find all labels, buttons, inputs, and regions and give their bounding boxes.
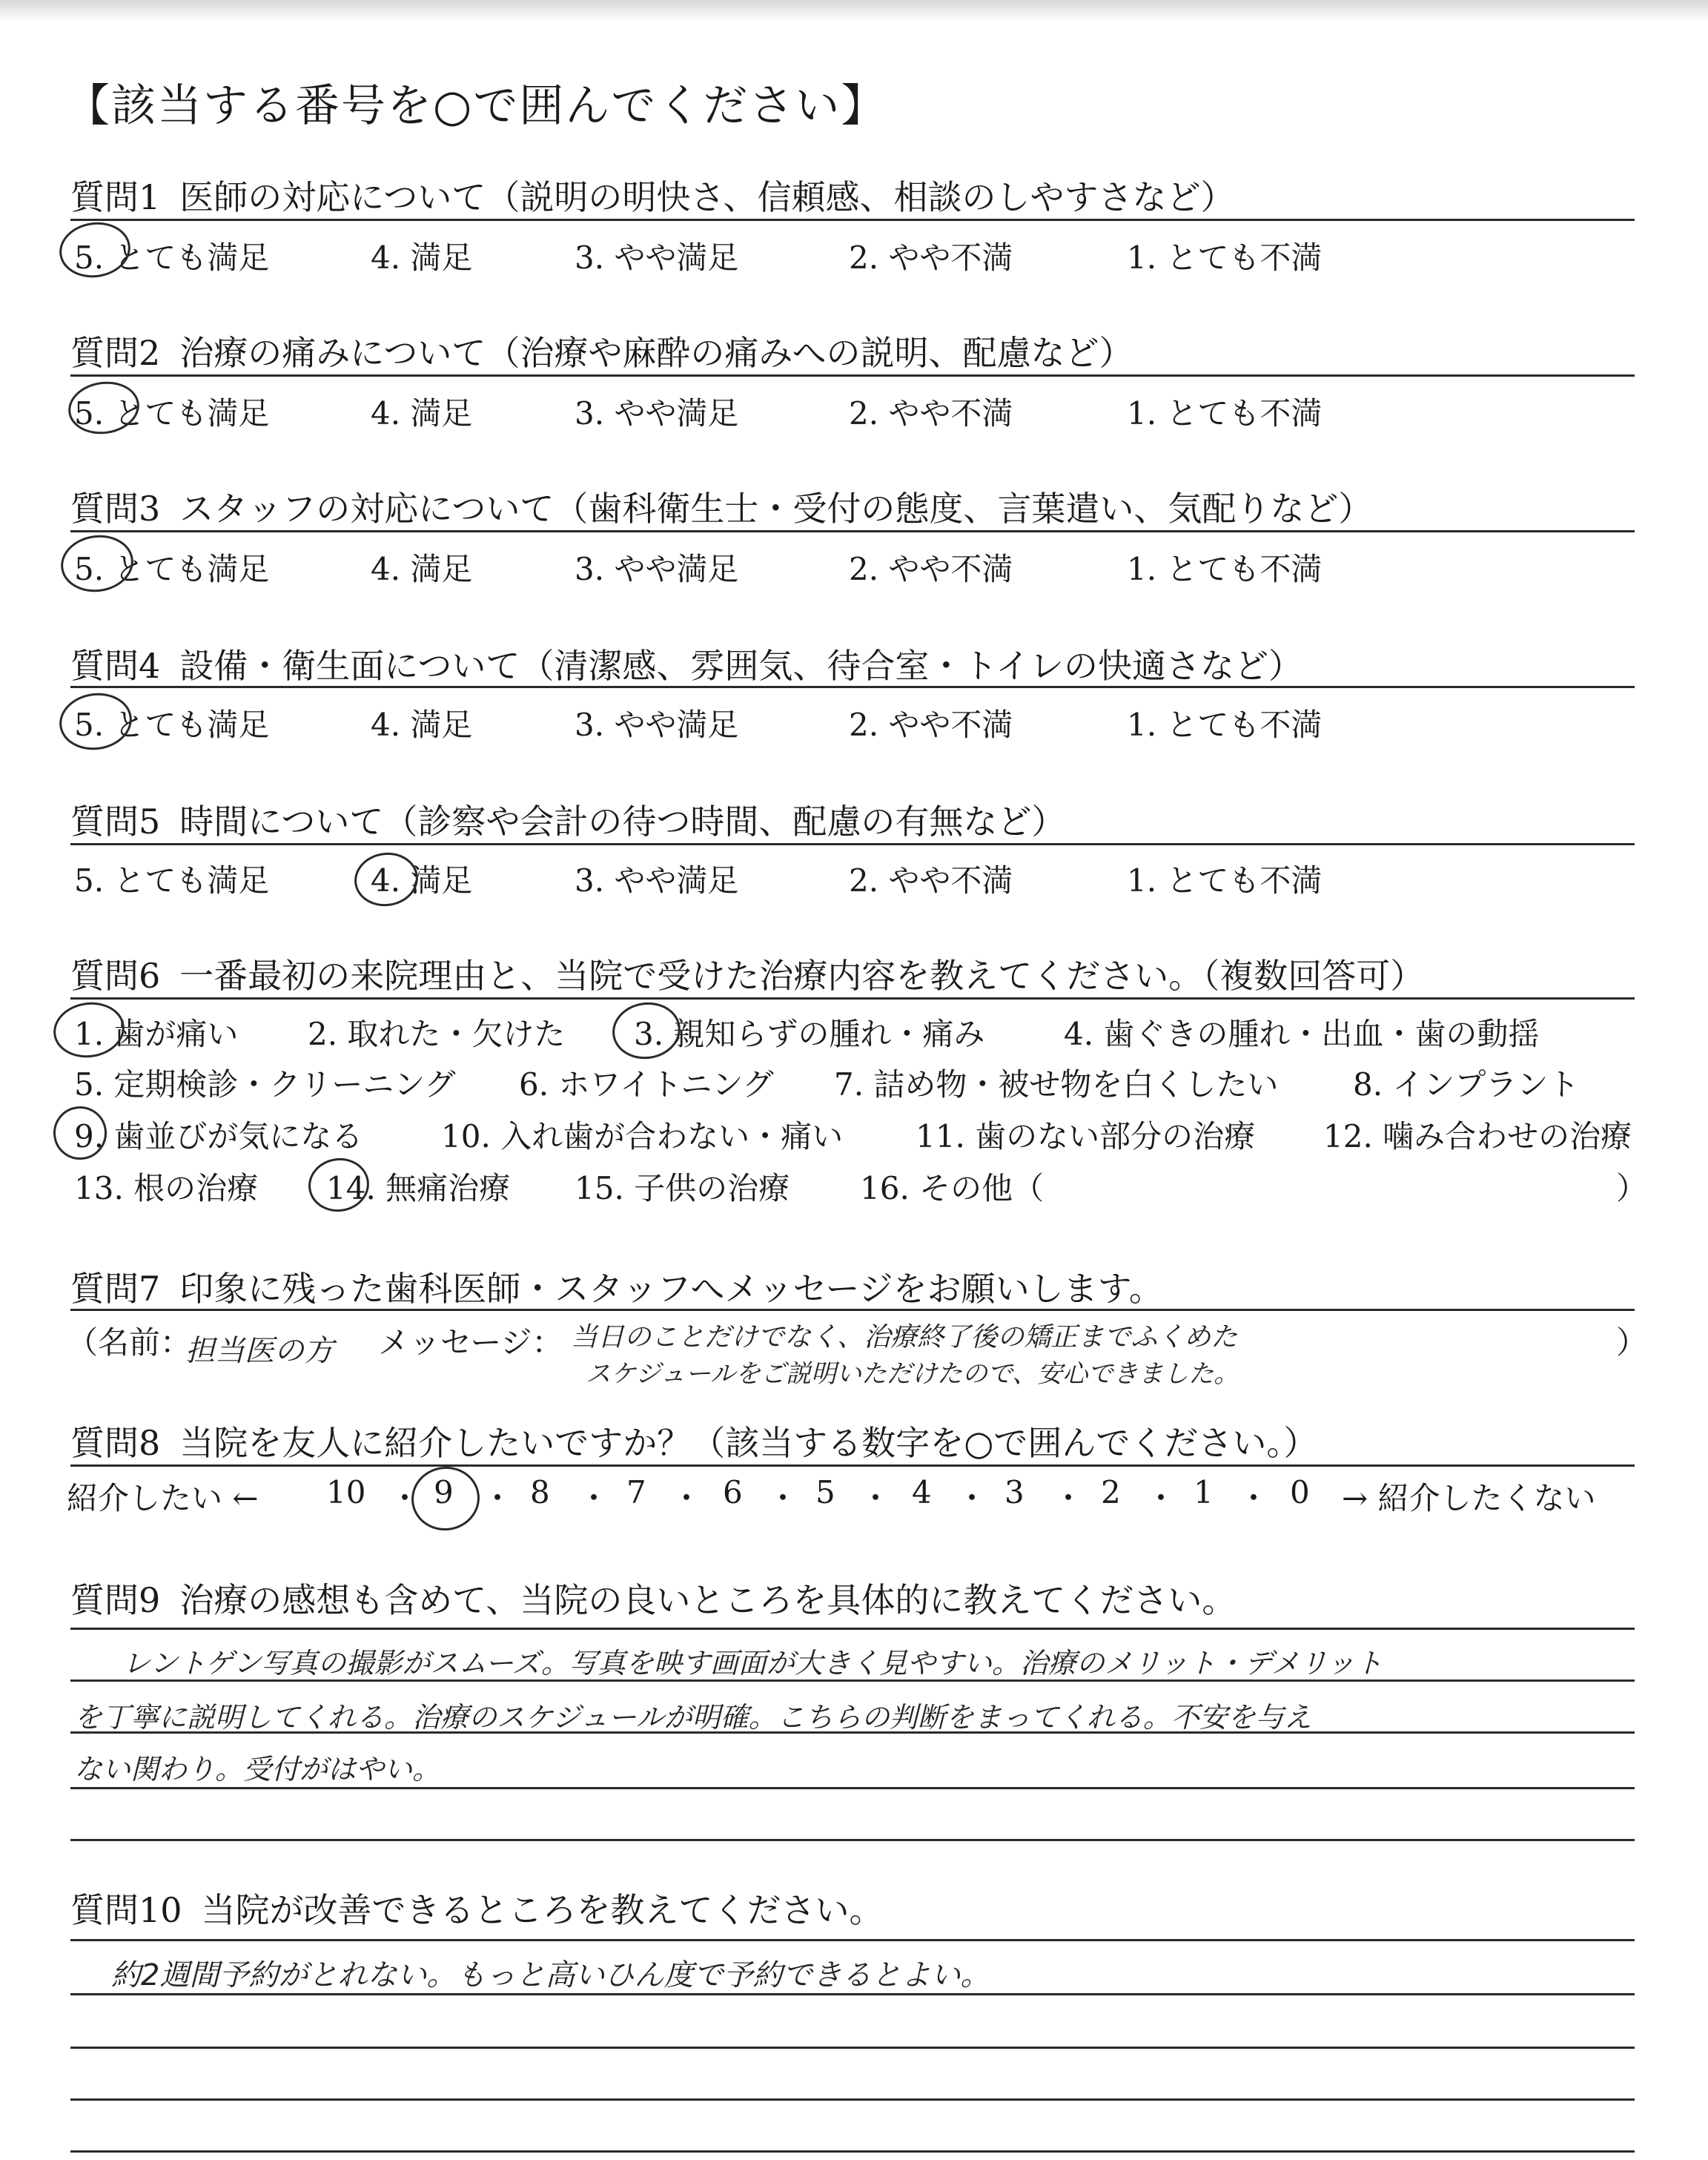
question-number: 質問4 xyxy=(70,646,161,686)
answer-line xyxy=(70,1787,1635,1789)
question-text: 医師の対応について（説明の明快さ、信頼感、相談のしやすさなど） xyxy=(179,177,1235,217)
question-text: 一番最初の来院理由と、当院で受けた治療内容を教えてください。（複数回答可） xyxy=(179,956,1425,996)
other-close-paren: ） xyxy=(1616,1170,1648,1206)
question-text: 当院を友人に紹介したいですか？（該当する数字を○で囲んでください。） xyxy=(179,1423,1318,1463)
name-label: （名前： xyxy=(67,1324,192,1361)
divider xyxy=(70,686,1635,688)
reason-option-6[interactable]: 6. ホワイトニング xyxy=(519,1066,774,1103)
answer-line xyxy=(70,2150,1635,2153)
rating-option-3[interactable]: 3. やや満足 xyxy=(575,862,739,899)
reason-option-3[interactable]: 3. 親知らずの腫れ・痛み xyxy=(634,1016,985,1052)
rating-option-1[interactable]: 1. とても不満 xyxy=(1127,395,1323,432)
question-header xyxy=(70,795,1065,844)
reason-option-5[interactable]: 5. 定期検診・クリーニング xyxy=(74,1066,456,1103)
rating-option-5[interactable]: 5. とても満足 xyxy=(74,395,270,432)
scale-option-0[interactable]: 0 xyxy=(1290,1474,1310,1510)
scale-separator: ・ xyxy=(956,1480,988,1516)
question-header xyxy=(70,1416,1317,1465)
scale-separator: ・ xyxy=(1238,1480,1270,1516)
question-header xyxy=(70,1573,1236,1622)
rating-option-5[interactable]: 5. とても満足 xyxy=(74,240,270,276)
reason-option-10[interactable]: 10. 入れ歯が合わない・痛い xyxy=(441,1118,844,1155)
question-number: 質問6 xyxy=(70,956,161,996)
divider xyxy=(70,843,1635,845)
question-text: 当院が改善できるところを教えてください。 xyxy=(201,1890,884,1930)
scale-option-9[interactable]: 9 xyxy=(434,1474,454,1510)
rating-option-1[interactable]: 1. とても不満 xyxy=(1127,240,1323,276)
question-number: 質問3 xyxy=(70,489,161,529)
recommend-left-label: 紹介したい ← xyxy=(67,1480,259,1516)
question-text: 治療の感想も含めて、当院の良いところを具体的に教えてください。 xyxy=(179,1580,1237,1620)
divider xyxy=(70,1309,1635,1311)
scale-separator: ・ xyxy=(860,1480,892,1516)
divider xyxy=(70,1464,1635,1467)
divider xyxy=(70,219,1635,221)
message-label: メッセージ： xyxy=(378,1324,563,1361)
rating-option-5[interactable]: 5. とても満足 xyxy=(74,707,270,743)
question-text: 時間について（診察や会計の待つ時間、配慮の有無など） xyxy=(179,802,1066,842)
answer-line xyxy=(70,2047,1635,2049)
rating-option-5[interactable]: 5. とても満足 xyxy=(74,551,270,587)
rating-option-3[interactable]: 3. やや満足 xyxy=(575,707,739,743)
scale-separator: ・ xyxy=(767,1480,799,1516)
reason-option-16[interactable]: 16. その他（ xyxy=(860,1170,1045,1206)
reason-option-4[interactable]: 4. 歯ぐきの腫れ・出血・歯の動揺 xyxy=(1064,1016,1540,1052)
question-text: 治療の痛みについて（治療や麻酔の痛みへの説明、配慮など） xyxy=(179,333,1133,373)
rating-option-2[interactable]: 2. やや不満 xyxy=(849,551,1013,587)
answer-line xyxy=(70,2098,1635,2101)
question-header xyxy=(70,949,1424,998)
question-header xyxy=(70,639,1302,688)
selection-circle xyxy=(407,1462,483,1535)
question-header xyxy=(70,326,1133,375)
scale-option-4[interactable]: 4 xyxy=(912,1474,932,1510)
answer-line-2[interactable]: を丁寧に説明してくれる。治療のスケジュールが明確。こちらの判断をまってくれる。不安を与え xyxy=(74,1701,1312,1734)
answer-line-3[interactable]: ない関わり。受付がはやい。 xyxy=(74,1753,441,1786)
question-number: 質問1 xyxy=(70,177,161,217)
divider xyxy=(70,1939,1635,1941)
scale-option-6[interactable]: 6 xyxy=(723,1474,743,1510)
divider xyxy=(70,374,1635,377)
rating-option-4[interactable]: 4. 満足 xyxy=(371,395,473,432)
scale-separator: ・ xyxy=(389,1480,421,1516)
rating-option-4[interactable]: 4. 満足 xyxy=(371,862,473,899)
reason-option-14[interactable]: 14. 無痛治療 xyxy=(326,1170,511,1206)
reason-option-11[interactable]: 11. 歯のない部分の治療 xyxy=(916,1118,1256,1155)
question-number: 質問7 xyxy=(70,1269,161,1309)
scale-option-3[interactable]: 3 xyxy=(1004,1474,1025,1510)
reason-option-12[interactable]: 12. 噛み合わせの治療 xyxy=(1323,1118,1632,1155)
reason-option-15[interactable]: 15. 子供の治療 xyxy=(575,1170,790,1206)
question-number: 質問10 xyxy=(70,1890,182,1930)
reason-option-2[interactable]: 2. 取れた・欠けた xyxy=(308,1016,566,1052)
rating-option-2[interactable]: 2. やや不満 xyxy=(849,862,1013,899)
answer-line-1[interactable]: レントゲン写真の撮影がスムーズ。写真を映す画面が大きく見やすい。治療のメリット・デメリット xyxy=(122,1647,1383,1680)
answer-line-1[interactable]: 約2週間予約がとれない。もっと高いひん度で予約できるとよい。 xyxy=(111,1958,990,1992)
page-heading: 【該当する番号を○で囲んでください】 xyxy=(65,80,887,132)
question-number: 質問5 xyxy=(70,802,161,842)
recommend-right-label: → 紹介したくない xyxy=(1342,1480,1596,1516)
reason-option-9[interactable]: 9. 歯並びが気になる xyxy=(74,1118,363,1155)
question-text: 設備・衛生面について（清潔感、雰囲気、待合室・トイレの快適さなど） xyxy=(179,646,1303,686)
divider xyxy=(70,997,1635,1000)
reason-option-8[interactable]: 8. インプラント xyxy=(1353,1066,1580,1103)
scale-option-7[interactable]: 7 xyxy=(626,1474,646,1510)
rating-option-2[interactable]: 2. やや不満 xyxy=(849,707,1013,743)
scale-option-5[interactable]: 5 xyxy=(815,1474,835,1510)
rating-option-4[interactable]: 4. 満足 xyxy=(371,551,473,587)
question-header xyxy=(70,1262,1163,1311)
question-header xyxy=(70,482,1372,531)
rating-option-1[interactable]: 1. とても不満 xyxy=(1127,707,1323,743)
rating-option-3[interactable]: 3. やや満足 xyxy=(575,240,739,276)
rating-option-2[interactable]: 2. やや不満 xyxy=(849,395,1013,432)
scale-option-10[interactable]: 10 xyxy=(326,1474,366,1510)
message-line-2[interactable]: スケジュールをご説明いただけたので、安心できました。 xyxy=(586,1359,1239,1389)
scale-separator: ・ xyxy=(578,1480,610,1516)
rating-option-4[interactable]: 4. 満足 xyxy=(371,707,473,743)
question-number: 質問9 xyxy=(70,1580,161,1620)
scale-separator: ・ xyxy=(671,1480,703,1516)
reason-option-13[interactable]: 13. 根の治療 xyxy=(74,1170,259,1206)
reason-option-7[interactable]: 7. 詰め物・被せ物を白くしたい xyxy=(834,1066,1279,1103)
divider xyxy=(70,530,1635,532)
reason-option-1[interactable]: 1. 歯が痛い xyxy=(74,1016,239,1052)
rating-option-1[interactable]: 1. とても不満 xyxy=(1127,551,1323,587)
question-header xyxy=(70,171,1235,219)
question-number: 質問8 xyxy=(70,1423,161,1463)
divider xyxy=(70,1628,1635,1630)
rating-option-4[interactable]: 4. 満足 xyxy=(371,240,473,276)
question-text: 印象に残った歯科医師・スタッフへメッセージをお願いします。 xyxy=(179,1269,1163,1309)
question-text: スタッフの対応について（歯科衛生士・受付の態度、言葉遣い、気配りなど） xyxy=(179,489,1373,529)
rating-option-3[interactable]: 3. やや満足 xyxy=(575,551,739,587)
rating-option-3[interactable]: 3. やや満足 xyxy=(575,395,739,432)
rating-option-2[interactable]: 2. やや不満 xyxy=(849,240,1013,276)
scale-option-1[interactable]: 1 xyxy=(1194,1474,1214,1510)
scale-separator: ・ xyxy=(1053,1480,1085,1516)
scale-option-8[interactable]: 8 xyxy=(530,1474,550,1510)
rating-option-5[interactable]: 5. とても満足 xyxy=(74,862,270,899)
answer-line xyxy=(70,1839,1635,1841)
message-close-paren: ） xyxy=(1616,1324,1648,1361)
scan-edge xyxy=(0,0,1708,22)
scale-separator: ・ xyxy=(482,1480,514,1516)
question-number: 質問2 xyxy=(70,333,161,373)
rating-option-1[interactable]: 1. とても不満 xyxy=(1127,862,1323,899)
scale-separator: ・ xyxy=(1145,1480,1177,1516)
scale-option-2[interactable]: 2 xyxy=(1101,1474,1121,1510)
question-header xyxy=(70,1883,884,1932)
name-value[interactable]: 担当医の方 xyxy=(185,1334,334,1368)
message-line-1[interactable]: 当日のことだけでなく、治療終了後の矯正までふくめた xyxy=(571,1322,1238,1353)
